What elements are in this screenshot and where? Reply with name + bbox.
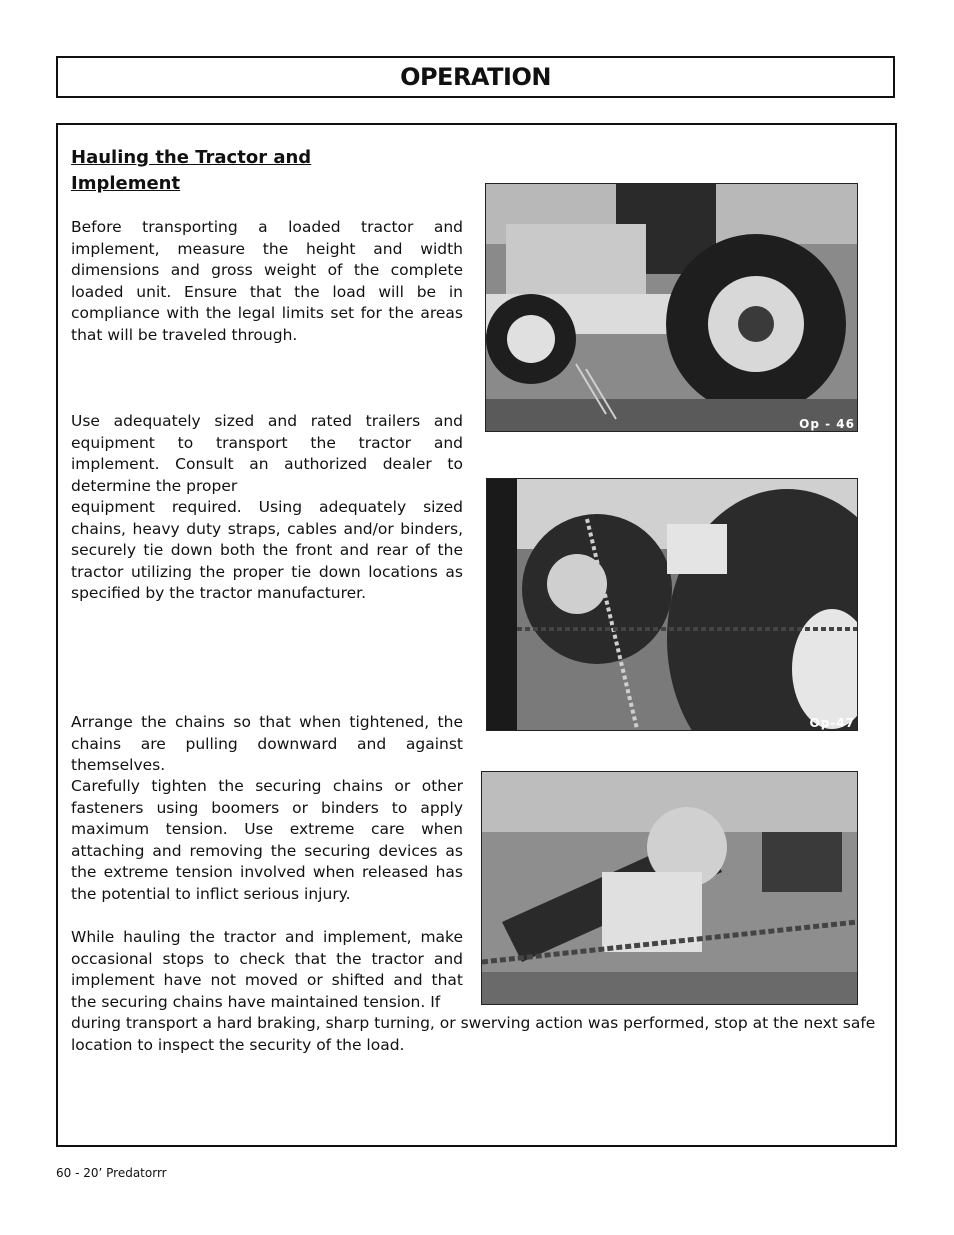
paragraph-measure: Before transporting a loaded tractor and implement, measure the height and width dimensions and gross weight of the complete loaded unit. Ensure that the load will be in compliance with the legal limits set for the areas that will be traveled through. [71,218,463,344]
header-box [56,56,895,98]
paragraph-hauling-a: While hauling the tractor and implement, make occasional stops to check that the tractor and implement have not moved or shifted and that the securing chains have maintained tension. If [71,928,463,1011]
paragraph-arrange-chains: Arrange the chains so that when tightened, the chains are pulling downward and against themselves. [71,713,463,774]
page-footer: 60 - 20’ Predatorrr [56,1166,167,1180]
photo-tractor-on-trailer [485,183,858,432]
paragraph-trailers: Use adequately sized and rated trailers and equipment to transport the tractor and implement. Consult an authorized dealer to determine the proper [71,412,463,495]
paragraph-tie-down: equipment required. Using adequately sized chains, heavy duty straps, cables and/or binders, securely tie down both the front and rear of the tractor utilizing the proper tie down locations as specified by the tractor manufacturer. [71,498,463,602]
photo-chain-tie-down [486,478,858,731]
paragraph-hauling-b: during transport a hard braking, sharp turning, or swerving action was performed, stop at the next safe location to inspect the security of the load. [71,1014,876,1054]
photo-binder-closeup [481,771,858,1005]
section-title-line2: Implement [71,173,181,194]
paragraph-tighten: Carefully tighten the securing chains or other fasteners using boomers or binders to apply maximum tension. Use extreme care when attaching and removing the securing devices as the extreme tension involved when released has the potential to inflict serious injury. [71,777,463,903]
figure-label-op46: Op - 46 [799,417,855,431]
section-title [71,145,371,197]
section-title-line1: Hauling the Tractor and [71,147,312,168]
figure-label-op47: Op-47 [809,716,855,730]
page-title: OPERATION [400,63,551,91]
